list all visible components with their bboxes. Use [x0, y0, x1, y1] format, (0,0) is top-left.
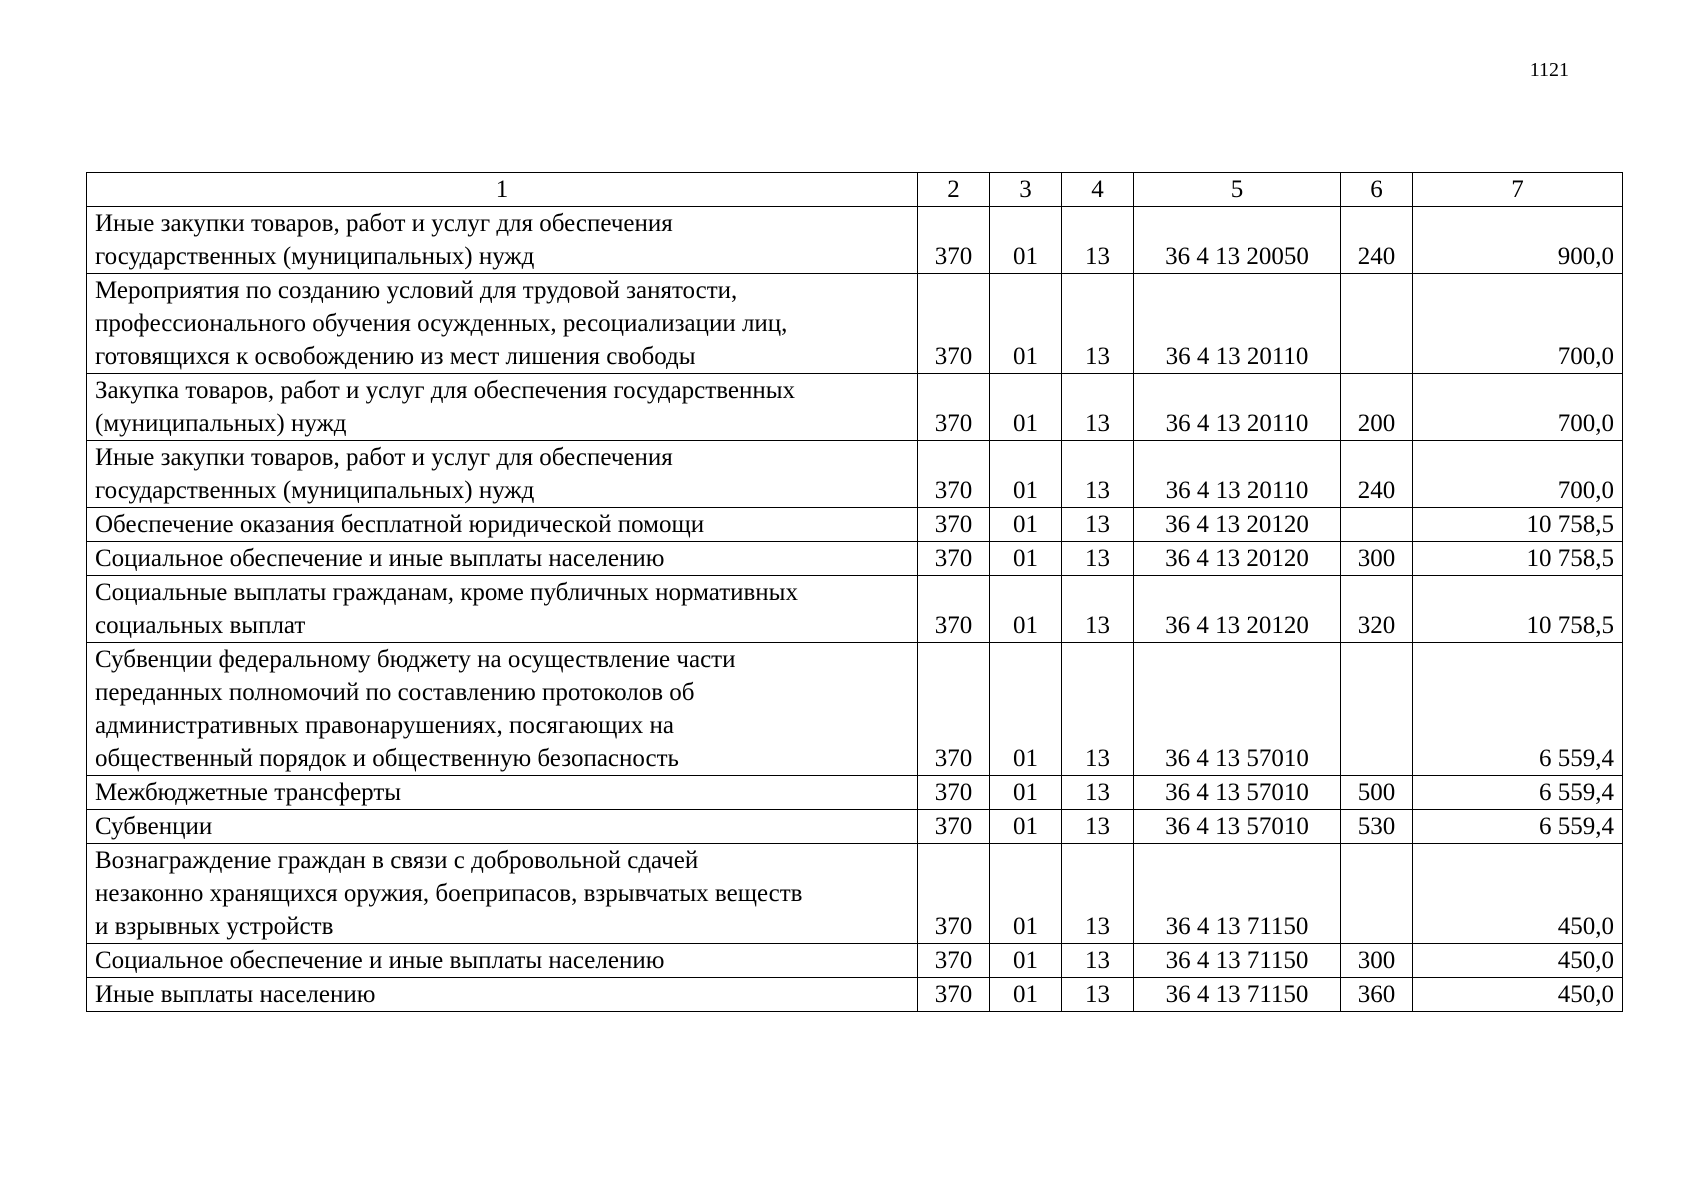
row-code-5: 36 4 13 71150 [1134, 944, 1341, 978]
row-amount: 700,0 [1413, 441, 1623, 508]
row-amount: 6 559,4 [1413, 810, 1623, 844]
row-name-line: профессионального обучения осужденных, ресоциализации лиц, [95, 310, 788, 337]
row-code-5: 36 4 13 20110 [1134, 374, 1341, 441]
row-name-line: Субвенции [95, 813, 213, 840]
row-amount: 450,0 [1413, 844, 1623, 944]
row-name-line: Иные закупки товаров, работ и услуг для обеспечения [95, 210, 673, 237]
row-name-line: административных правонарушениях, посягающих на [95, 712, 674, 739]
row-name [87, 207, 918, 274]
table-row [87, 576, 1623, 643]
row-code-6: 300 [1341, 542, 1413, 576]
row-code-5: 36 4 13 57010 [1134, 776, 1341, 810]
row-code-2: 370 [918, 844, 990, 944]
row-code-3: 01 [990, 844, 1062, 944]
row-amount: 6 559,4 [1413, 643, 1623, 776]
table-row [87, 274, 1623, 374]
row-code-3: 01 [990, 643, 1062, 776]
row-name-line: Социальное обеспечение и иные выплаты населению [95, 545, 665, 572]
table-row [87, 844, 1623, 944]
row-name [87, 542, 918, 576]
row-code-6 [1341, 844, 1413, 944]
header-row [87, 173, 1623, 207]
row-name [87, 944, 918, 978]
row-name [87, 978, 918, 1012]
row-name-line: Закупка товаров, работ и услуг для обеспечения государственных [95, 377, 796, 404]
row-name [87, 441, 918, 508]
row-code-6: 240 [1341, 441, 1413, 508]
row-code-5: 36 4 13 20110 [1134, 441, 1341, 508]
row-code-4: 13 [1062, 643, 1134, 776]
row-code-6: 530 [1341, 810, 1413, 844]
row-code-2: 370 [918, 274, 990, 374]
row-name-line: Социальное обеспечение и иные выплаты населению [95, 947, 665, 974]
row-code-6: 300 [1341, 944, 1413, 978]
row-name-line: Иные выплаты населению [95, 981, 376, 1008]
row-code-3: 01 [990, 944, 1062, 978]
row-code-6: 320 [1341, 576, 1413, 643]
header-col-7: 7 [1413, 173, 1623, 207]
row-name [87, 508, 918, 542]
row-name [87, 844, 918, 944]
row-code-6 [1341, 274, 1413, 374]
row-name-line: (муниципальных) нужд [95, 410, 347, 437]
header-col-1: 1 [87, 173, 918, 207]
row-code-4: 13 [1062, 844, 1134, 944]
row-amount: 450,0 [1413, 978, 1623, 1012]
row-code-2: 370 [918, 374, 990, 441]
row-code-3: 01 [990, 978, 1062, 1012]
budget-table [86, 172, 1623, 1012]
row-name [87, 810, 918, 844]
table-row [87, 776, 1623, 810]
row-amount: 10 758,5 [1413, 542, 1623, 576]
row-code-4: 13 [1062, 576, 1134, 643]
row-name-line: Межбюджетные трансферты [95, 779, 402, 806]
row-code-5: 36 4 13 71150 [1134, 978, 1341, 1012]
row-code-4: 13 [1062, 542, 1134, 576]
row-code-3: 01 [990, 441, 1062, 508]
row-code-6 [1341, 643, 1413, 776]
row-code-5: 36 4 13 57010 [1134, 810, 1341, 844]
row-code-4: 13 [1062, 810, 1134, 844]
row-name-line: переданных полномочий по составлению протоколов об [95, 679, 695, 706]
row-code-3: 01 [990, 576, 1062, 643]
row-amount: 900,0 [1413, 207, 1623, 274]
header-col-3: 3 [990, 173, 1062, 207]
table-row [87, 374, 1623, 441]
table-row [87, 978, 1623, 1012]
row-code-2: 370 [918, 542, 990, 576]
table-row [87, 542, 1623, 576]
row-code-2: 370 [918, 978, 990, 1012]
row-name-line: общественный порядок и общественную безопасность [95, 745, 679, 772]
row-code-2: 370 [918, 441, 990, 508]
row-name [87, 643, 918, 776]
row-code-5: 36 4 13 20120 [1134, 576, 1341, 643]
row-amount: 700,0 [1413, 374, 1623, 441]
row-code-3: 01 [990, 810, 1062, 844]
row-name-line: Вознаграждение граждан в связи с добровольной сдачей [95, 847, 699, 874]
row-code-2: 370 [918, 944, 990, 978]
row-code-2: 370 [918, 207, 990, 274]
row-code-6: 360 [1341, 978, 1413, 1012]
row-code-2: 370 [918, 643, 990, 776]
row-name [87, 576, 918, 643]
header-col-6: 6 [1341, 173, 1413, 207]
header-col-4: 4 [1062, 173, 1134, 207]
row-name-line: Иные закупки товаров, работ и услуг для обеспечения [95, 444, 673, 471]
row-amount: 450,0 [1413, 944, 1623, 978]
table-row [87, 643, 1623, 776]
row-code-5: 36 4 13 57010 [1134, 643, 1341, 776]
header-col-5: 5 [1134, 173, 1341, 207]
row-name [87, 374, 918, 441]
page-number: 1121 [1529, 59, 1569, 81]
row-name-line: Обеспечение оказания бесплатной юридической помощи [95, 511, 705, 538]
row-name-line: и взрывных устройств [95, 913, 334, 940]
row-code-2: 370 [918, 810, 990, 844]
row-code-5: 36 4 13 20110 [1134, 274, 1341, 374]
row-name-line: социальных выплат [95, 612, 306, 639]
row-code-2: 370 [918, 508, 990, 542]
row-code-5: 36 4 13 20050 [1134, 207, 1341, 274]
row-name-line: Субвенции федеральному бюджету на осуществление части [95, 646, 736, 673]
row-name [87, 274, 918, 374]
row-code-6: 200 [1341, 374, 1413, 441]
row-code-6 [1341, 508, 1413, 542]
table-body [87, 207, 1623, 1012]
row-name-line: Мероприятия по созданию условий для трудовой занятости, [95, 277, 738, 304]
row-name-line: государственных (муниципальных) нужд [95, 477, 535, 504]
row-code-4: 13 [1062, 978, 1134, 1012]
row-code-6: 240 [1341, 207, 1413, 274]
row-code-2: 370 [918, 776, 990, 810]
row-name-line: государственных (муниципальных) нужд [95, 243, 535, 270]
row-code-4: 13 [1062, 374, 1134, 441]
row-code-3: 01 [990, 542, 1062, 576]
row-name-line: незаконно хранящихся оружия, боеприпасов, взрывчатых веществ [95, 880, 803, 907]
table-row [87, 810, 1623, 844]
row-name-line: готовящихся к освобождению из мест лишения свободы [95, 343, 696, 370]
row-code-4: 13 [1062, 207, 1134, 274]
row-amount: 6 559,4 [1413, 776, 1623, 810]
row-code-3: 01 [990, 374, 1062, 441]
table-row [87, 441, 1623, 508]
row-code-2: 370 [918, 576, 990, 643]
row-code-3: 01 [990, 776, 1062, 810]
row-amount: 10 758,5 [1413, 508, 1623, 542]
row-code-5: 36 4 13 20120 [1134, 542, 1341, 576]
row-code-4: 13 [1062, 944, 1134, 978]
row-code-3: 01 [990, 274, 1062, 374]
header-col-2: 2 [918, 173, 990, 207]
row-code-4: 13 [1062, 274, 1134, 374]
row-name-line: Социальные выплаты гражданам, кроме публичных нормативных [95, 579, 798, 606]
table-row [87, 207, 1623, 274]
row-code-4: 13 [1062, 508, 1134, 542]
row-code-4: 13 [1062, 776, 1134, 810]
row-code-5: 36 4 13 20120 [1134, 508, 1341, 542]
table-row [87, 944, 1623, 978]
row-amount: 700,0 [1413, 274, 1623, 374]
row-name [87, 776, 918, 810]
row-code-5: 36 4 13 71150 [1134, 844, 1341, 944]
row-code-4: 13 [1062, 441, 1134, 508]
row-code-3: 01 [990, 508, 1062, 542]
row-code-6: 500 [1341, 776, 1413, 810]
row-amount: 10 758,5 [1413, 576, 1623, 643]
row-code-3: 01 [990, 207, 1062, 274]
table-row [87, 508, 1623, 542]
